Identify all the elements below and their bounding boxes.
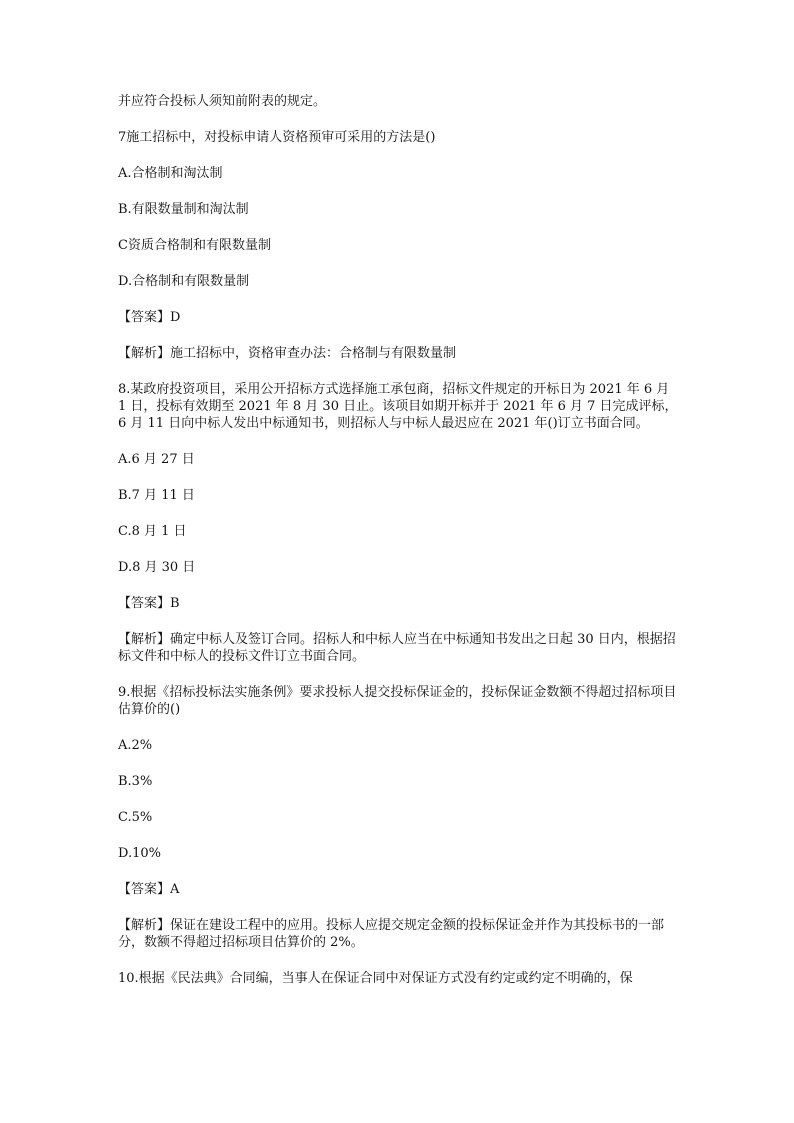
question-8: 8.某政府投资项目，采用公开招标方式选择施工承包商，招标文件规定的开标日为 2021 年 6 月 1 日，投标有效期至 2021 年 8 月 30 日止。该项目如期开标并于 2021 年 6 月 7 日完成评标，6 月 11 日向中标人发出中标通知书，则招标人与中标人最迟应在 2021 年()订立书面合同。	[118, 382, 678, 431]
option-c: C.8 月 1 日	[118, 524, 187, 539]
option-a: A.6 月 27 日	[118, 452, 195, 467]
analysis: 【解析】确定中标人及签订合同。招标人和中标人应当在中标通知书发出之日起 30 日内，根据招标文件和中标人的投标文件订立书面合同。	[118, 632, 676, 664]
option-c: C资质合格制和有限数量制	[118, 238, 271, 253]
answer: 【答案】A	[118, 882, 180, 897]
document-page	[118, 93, 678, 1006]
option-b: B.有限数量制和淘汰制	[118, 202, 249, 217]
question-10: 10.根据《民法典》合同编，当事人在保证合同中对保证方式没有约定或约定不明确的，保	[118, 971, 633, 986]
option-a: A.合格制和淘汰制	[118, 166, 223, 181]
analysis: 【解析】施工招标中，资格审查办法：合格制与有限数量制	[118, 346, 457, 361]
analysis: 【解析】保证在建设工程中的应用。投标人应提交规定金额的投标保证金并作为其投标书的一部分，数额不得超过招标项目估算价的 2%。	[118, 918, 665, 950]
option-c: C.5%	[118, 810, 153, 825]
text-line: 并应符合投标人须知前附表的规定。	[118, 94, 327, 109]
option-d: D.10%	[118, 846, 161, 861]
option-b: B.7 月 11 日	[118, 488, 195, 503]
answer: 【答案】D	[118, 310, 181, 325]
answer: 【答案】B	[118, 596, 180, 611]
option-d: D.合格制和有限数量制	[118, 274, 250, 289]
option-a: A.2%	[118, 738, 153, 753]
question-7: 7施工招标中，对投标申请人资格预审可采用的方法是()	[118, 130, 436, 145]
option-d: D.8 月 30 日	[118, 560, 196, 575]
option-b: B.3%	[118, 774, 153, 789]
question-9: 9.根据《招标投标法实施条例》要求投标人提交投标保证金的，投标保证金数额不得超过招标项目估算价的()	[118, 685, 677, 717]
